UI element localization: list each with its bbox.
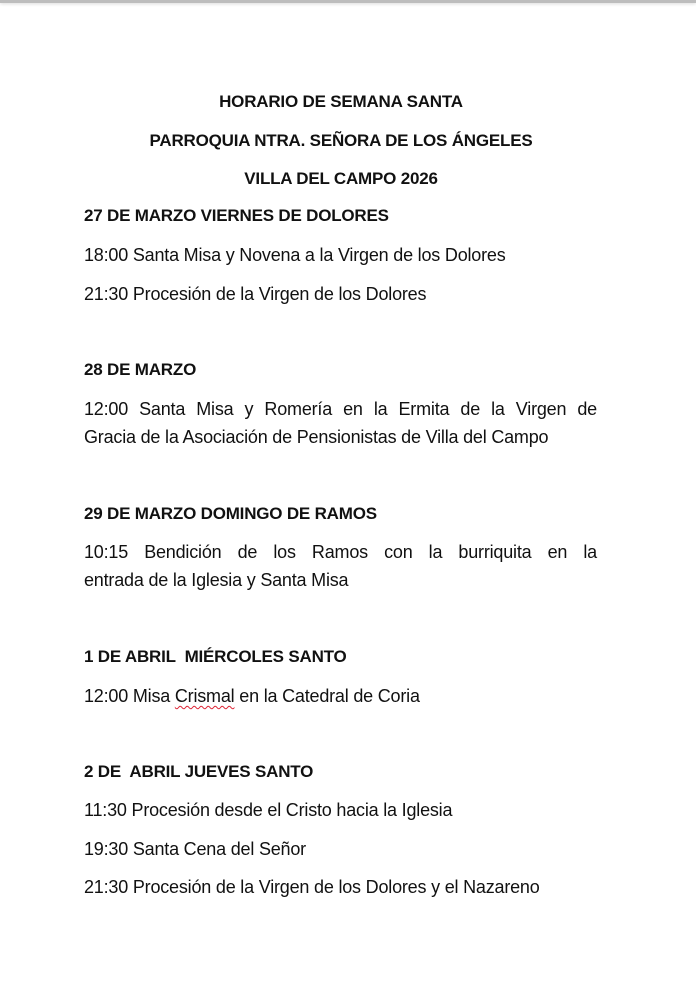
schedule-item: 21:30 Procesión de la Virgen de los Dolores bbox=[84, 284, 427, 304]
doc-title: HORARIO DE SEMANA SANTA bbox=[219, 92, 463, 111]
section-heading: 1 DE ABRIL MIÉRCOLES SANTO bbox=[84, 647, 347, 666]
schedule-item: 21:30 Procesión de la Virgen de los Dolores y el Nazareno bbox=[84, 877, 540, 897]
schedule-item: 18:00 Santa Misa y Novena a la Virgen de los Dolores bbox=[84, 245, 506, 265]
section-heading: 29 DE MARZO DOMINGO DE RAMOS bbox=[84, 504, 377, 523]
item-text: en la Catedral de Coria bbox=[234, 686, 420, 706]
section-heading: 27 DE MARZO VIERNES DE DOLORES bbox=[84, 206, 389, 225]
schedule-item: 10:15 Bendición de los Ramos con la burriquita en la bbox=[84, 542, 597, 562]
schedule-item-continuation: entrada de la Iglesia y Santa Misa bbox=[84, 570, 349, 590]
schedule-item: 19:30 Santa Cena del Señor bbox=[84, 839, 306, 859]
schedule-item: 11:30 Procesión desde el Cristo hacia la Iglesia bbox=[84, 800, 453, 820]
schedule-item: 12:00 Santa Misa y Romería en la Ermita de la Virgen de bbox=[84, 399, 597, 419]
schedule-item-continuation: Gracia de la Asociación de Pensionistas de Villa del Campo bbox=[84, 427, 549, 447]
schedule-item bbox=[84, 685, 420, 707]
section-heading: 2 DE ABRIL JUEVES SANTO bbox=[84, 762, 314, 781]
window-top-border bbox=[0, 0, 696, 3]
location-year: VILLA DEL CAMPO 2026 bbox=[244, 169, 438, 188]
item-text: 12:00 Misa bbox=[84, 686, 175, 706]
section-heading: 28 DE MARZO bbox=[84, 360, 197, 379]
parish-name: PARROQUIA NTRA. SEÑORA DE LOS ÁNGELES bbox=[149, 131, 533, 150]
spellcheck-flagged-word[interactable]: Crismal bbox=[174, 686, 235, 706]
